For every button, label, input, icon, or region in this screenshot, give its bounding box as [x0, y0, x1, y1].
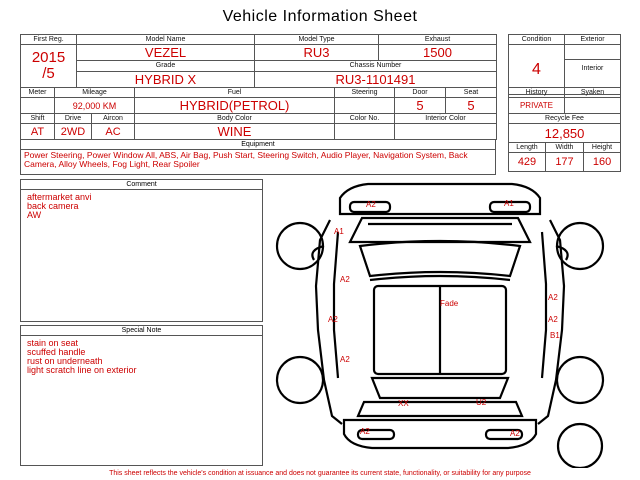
aircon-label: Aircon — [92, 114, 135, 124]
page-title: Vehicle Information Sheet — [222, 8, 418, 25]
steering-label: Steering — [335, 88, 395, 98]
comment-list — [21, 190, 262, 223]
damage-mark: Fade — [440, 299, 459, 308]
drive-label: Drive — [55, 114, 92, 124]
spare-wheel-icon — [558, 424, 602, 468]
interior-color-label: Interior Color — [395, 114, 497, 124]
model-type-label: Model Type — [255, 35, 379, 45]
comment-line: aftermarket anvi — [27, 192, 92, 202]
first-reg-value: 2015 /5 — [21, 45, 77, 88]
door-label: Door — [395, 88, 446, 98]
damage-mark: A2 — [548, 293, 558, 302]
disclaimer-footer: This sheet reflects the vehicle's condition at issuance and does not guarantee its current state, functionality, or suitability for any purpose — [109, 470, 531, 477]
shift-value: AT — [21, 124, 55, 140]
vehicle-spec-table — [20, 87, 497, 114]
condition-value: 4 — [509, 45, 565, 95]
interior-color-value — [395, 124, 497, 140]
length-value: 429 — [509, 153, 546, 172]
exhaust-value: 1500 — [379, 45, 497, 61]
model-name-label: Model Name — [77, 35, 255, 45]
meter-value — [21, 98, 55, 114]
fuel-value: HYBRID(PETROL) — [135, 98, 335, 114]
equipment-text: Power Steering, Power Window All, ABS, Air Bag, Push Start, Steering Switch, Audio Player, Navigation System, Back Camera, Alloy Wheels, Fog Light, Rear Spoiler — [24, 150, 468, 169]
damage-mark: A2 — [366, 200, 376, 209]
damage-mark: XX — [398, 399, 409, 408]
damage-mark: A2 — [340, 275, 350, 284]
equipment-box — [20, 139, 496, 175]
chassis-value: RU3-1101491 — [255, 71, 497, 87]
comment-line: AW — [27, 210, 42, 220]
history-label: History — [509, 88, 565, 98]
first-reg-label: First Reg. — [21, 35, 77, 45]
seat-label: Seat — [446, 88, 497, 98]
damage-mark: A2 — [340, 355, 350, 364]
wheel-front-left-icon — [277, 223, 323, 269]
history-value: PRIVATE — [509, 98, 565, 114]
fuel-label: Fuel — [135, 88, 335, 98]
mileage-label: Mileage — [55, 88, 135, 98]
damage-mark: A2 — [548, 315, 558, 324]
wheel-rear-right-icon — [557, 357, 603, 403]
damage-mark: A1 — [334, 227, 344, 236]
recycle-fee-label: Recycle Fee — [509, 114, 621, 124]
comment-label: Comment — [21, 180, 262, 190]
comment-line: back camera — [27, 201, 79, 211]
syaken-value — [565, 98, 621, 114]
door-value: 5 — [395, 98, 446, 114]
color-no-value — [335, 124, 395, 140]
interior-label: Interior — [565, 60, 621, 95]
aircon-value: AC — [92, 124, 135, 140]
damage-mark: A1 — [504, 199, 514, 208]
model-type-value: RU3 — [255, 45, 379, 61]
special-note-line: light scratch line on exterior — [27, 365, 137, 375]
shift-label: Shift — [21, 114, 55, 124]
comment-box — [20, 179, 263, 322]
special-note-box — [20, 325, 263, 466]
length-label: Length — [509, 143, 546, 153]
seat-value: 5 — [446, 98, 497, 114]
body-color-value: WINE — [135, 124, 335, 140]
body-color-label: Body Color — [135, 114, 335, 124]
exterior-label: Exterior — [565, 35, 621, 45]
damage-mark: A2 — [510, 429, 520, 438]
vehicle-info-table — [20, 34, 497, 88]
car-damage-diagram — [268, 180, 620, 468]
syaken-label: Syaken — [565, 88, 621, 98]
condition-table — [508, 34, 621, 95]
wheel-rear-left-icon — [277, 357, 323, 403]
mileage-value: 92,000 KM — [55, 98, 135, 114]
color-no-label: Color No. — [335, 114, 395, 124]
width-value: 177 — [546, 153, 584, 172]
drive-value: 2WD — [55, 124, 92, 140]
meter-label: Meter — [21, 88, 55, 98]
width-label: Width — [546, 143, 584, 153]
chassis-label: Chassis Number — [255, 61, 497, 71]
special-note-line: stain on seat — [27, 338, 79, 348]
grade-value: HYBRID X — [77, 71, 255, 87]
vehicle-color-table — [20, 113, 497, 140]
special-note-line: scuffed handle — [27, 347, 86, 357]
exhaust-label: Exhaust — [379, 35, 497, 45]
equipment-label: Equipment — [21, 140, 495, 150]
damage-mark: A2 — [328, 315, 338, 324]
model-name-value: VEZEL — [77, 45, 255, 61]
damage-mark: B1 — [550, 331, 560, 340]
special-note-label: Special Note — [21, 326, 262, 336]
steering-value — [335, 98, 395, 114]
history-table — [508, 87, 621, 172]
special-note-list — [21, 336, 262, 378]
exterior-value — [565, 45, 621, 60]
wheel-front-right-icon — [557, 223, 603, 269]
recycle-fee-value: 12,850 — [509, 124, 621, 143]
height-label: Height — [584, 143, 621, 153]
grade-label: Grade — [77, 61, 255, 71]
damage-mark: A2 — [360, 427, 370, 436]
special-note-line: rust on underneath — [27, 356, 103, 366]
condition-label: Condition — [509, 35, 565, 45]
damage-mark: U2 — [476, 398, 487, 407]
height-value: 160 — [584, 153, 621, 172]
